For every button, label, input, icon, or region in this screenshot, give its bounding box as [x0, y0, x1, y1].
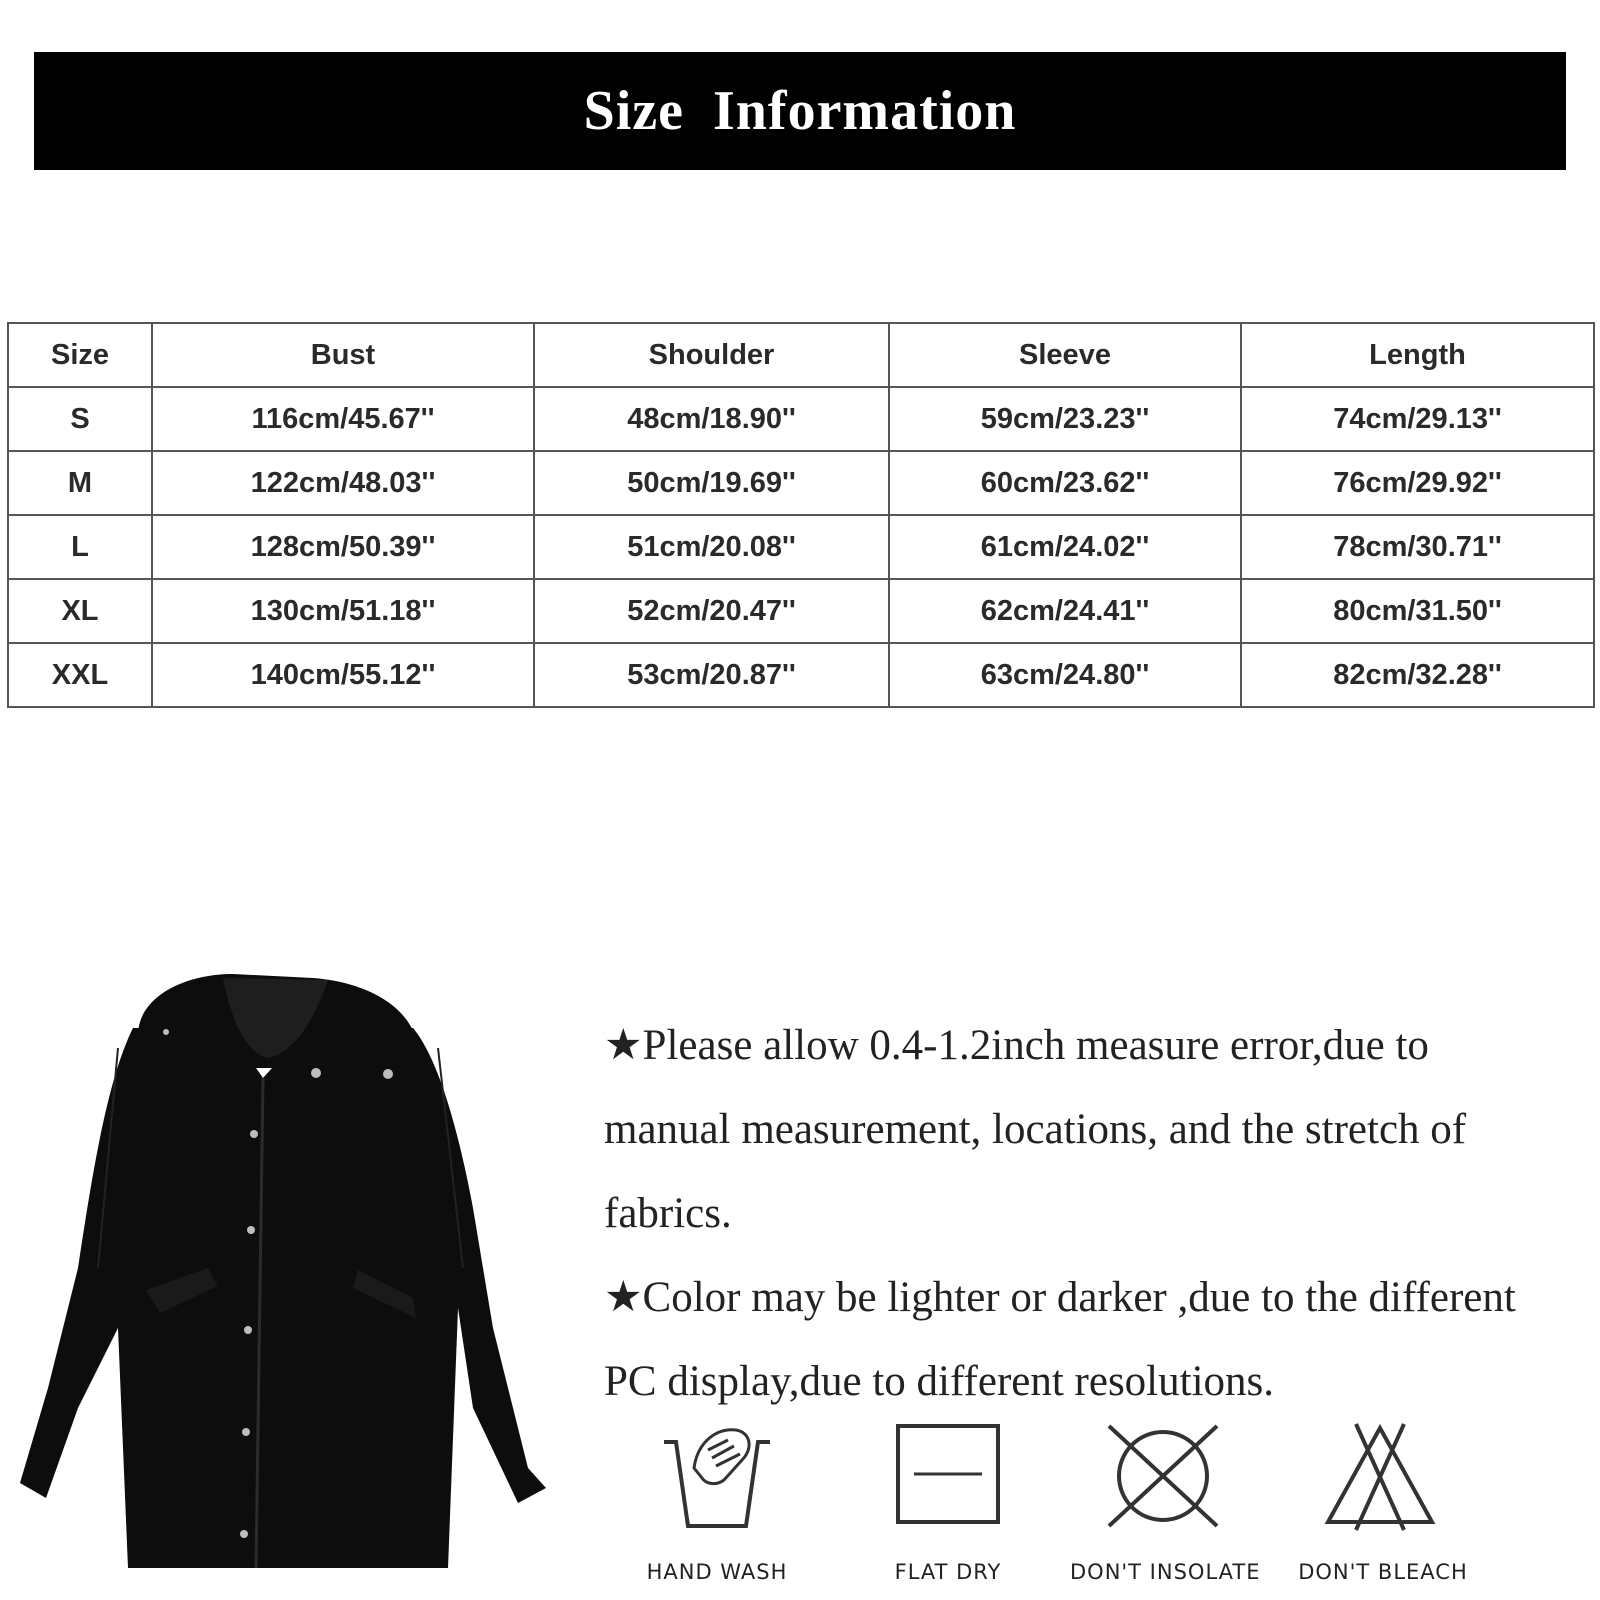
- size-cell: S: [8, 387, 152, 451]
- sleeve-cell: 59cm/23.23'': [889, 387, 1241, 451]
- table-row: [8, 387, 1594, 451]
- column-header-shoulder: Shoulder: [534, 323, 889, 387]
- size-cell: M: [8, 451, 152, 515]
- bust-cell: 128cm/50.39'': [152, 515, 534, 579]
- bust-cell: 116cm/45.67'': [152, 387, 534, 451]
- product-jacket-image: [18, 968, 560, 1583]
- sleeve-cell: 62cm/24.41'': [889, 579, 1241, 643]
- dont-insolate-icon: [1103, 1420, 1223, 1532]
- length-cell: 74cm/29.13'': [1241, 387, 1594, 451]
- column-header-length: Length: [1241, 323, 1594, 387]
- length-cell: 82cm/32.28'': [1241, 643, 1594, 707]
- length-cell: 78cm/30.71'': [1241, 515, 1594, 579]
- column-header-size: Size: [8, 323, 152, 387]
- column-header-bust: Bust: [152, 323, 534, 387]
- table-row: [8, 451, 1594, 515]
- page-title: Size Information: [583, 80, 1017, 142]
- size-cell: L: [8, 515, 152, 579]
- shoulder-cell: 52cm/20.47'': [534, 579, 889, 643]
- table-header-row: [8, 323, 1594, 387]
- note-color-variance: ★Color may be lighter or darker ,due to the different PC display,due to different resolutions.: [604, 1274, 1516, 1405]
- note-measurement-error: ★Please allow 0.4-1.2inch measure error,due to manual measurement, locations, and the stretch of fabrics.: [604, 1022, 1467, 1237]
- table-row: [8, 643, 1594, 707]
- hand-wash-icon: [658, 1420, 778, 1532]
- column-header-sleeve: Sleeve: [889, 323, 1241, 387]
- shoulder-cell: 50cm/19.69'': [534, 451, 889, 515]
- sleeve-cell: 60cm/23.62'': [889, 451, 1241, 515]
- care-label-dont-insolate: DON'T INSOLATE: [1070, 1560, 1261, 1584]
- bust-cell: 130cm/51.18'': [152, 579, 534, 643]
- jacket-body: [20, 1028, 546, 1568]
- care-label-flat-dry: FLAT DRY: [894, 1560, 1002, 1584]
- table-row: [8, 515, 1594, 579]
- size-cell: XL: [8, 579, 152, 643]
- shoulder-cell: 51cm/20.08'': [534, 515, 889, 579]
- length-cell: 80cm/31.50'': [1241, 579, 1594, 643]
- care-label-dont-bleach: DON'T BLEACH: [1298, 1560, 1468, 1584]
- notes-block: [604, 1004, 1564, 1424]
- flat-dry-icon: [888, 1420, 1008, 1532]
- shoulder-cell: 48cm/18.90'': [534, 387, 889, 451]
- table-row: [8, 579, 1594, 643]
- size-cell: XXL: [8, 643, 152, 707]
- sleeve-cell: 63cm/24.80'': [889, 643, 1241, 707]
- bust-cell: 140cm/55.12'': [152, 643, 534, 707]
- care-label-hand-wash: HAND WASH: [646, 1560, 788, 1584]
- bust-cell: 122cm/48.03'': [152, 451, 534, 515]
- length-cell: 76cm/29.92'': [1241, 451, 1594, 515]
- shoulder-cell: 53cm/20.87'': [534, 643, 889, 707]
- sleeve-cell: 61cm/24.02'': [889, 515, 1241, 579]
- size-chart-table: [7, 322, 1595, 708]
- title-banner: [34, 52, 1566, 170]
- dont-bleach-icon: [1320, 1420, 1440, 1532]
